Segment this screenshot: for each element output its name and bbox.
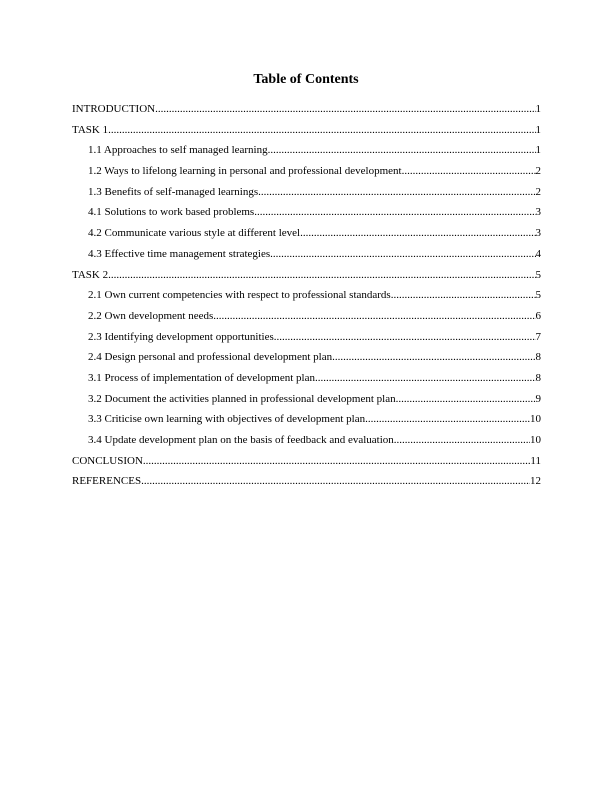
toc-entry-4-3[interactable] [72,247,541,268]
toc-dot-leader [274,330,536,344]
toc-entry-page: 8 [535,371,541,384]
toc-entry-page: 2 [535,185,541,198]
toc-entry-label: 3.2 Document the activities planned in professional development plan [88,392,396,405]
toc-entry-page: 6 [535,309,541,322]
toc-entry-page: 12 [530,475,541,488]
toc-entry-3-1[interactable] [72,371,541,392]
toc-entry-label: REFERENCES [72,475,142,488]
toc-dot-leader [332,350,535,364]
toc-entry-4-2[interactable] [72,226,541,247]
toc-entry-task-2[interactable] [72,268,541,289]
toc-dot-leader [300,226,535,240]
toc-entry-1-2[interactable] [72,164,541,185]
toc-entry-label: 4.3 Effective time management strategies [88,247,271,260]
toc-entry-page: 4 [535,247,541,260]
toc-entry-page: 2 [535,165,541,178]
toc-list [72,102,541,495]
toc-dot-leader [213,309,535,323]
toc-dot-leader [108,268,535,282]
toc-entry-references[interactable] [72,474,541,495]
toc-dot-leader [254,205,535,219]
toc-entry-1-3[interactable] [72,185,541,206]
toc-entry-page: 11 [530,454,541,467]
toc-entry-label: 4.2 Communicate various style at different level [88,227,301,240]
toc-dot-leader [268,143,536,157]
toc-entry-page: 10 [530,434,541,446]
toc-entry-page: 7 [535,330,541,343]
toc-entry-label: 3.1 Process of implementation of development plan [88,371,315,384]
toc-entry-page: 3 [535,206,541,219]
toc-dot-leader [396,392,536,406]
toc-entry-label: 2.1 Own current competencies with respect to professional standards [88,289,391,302]
toc-entry-2-2[interactable] [72,309,541,330]
toc-entry-3-3[interactable] [72,412,541,433]
toc-entry-label: 1.3 Benefits of self-managed learnings [88,185,259,198]
toc-dot-leader [141,474,530,488]
toc-entry-3-2[interactable] [72,392,541,413]
toc-entry-2-4[interactable] [72,350,541,371]
toc-dot-leader [143,454,531,468]
toc-dot-leader [108,123,535,137]
toc-entry-conclusion[interactable] [72,454,541,475]
toc-entry-page: 10 [530,413,541,426]
toc-entry-label: 2.3 Identifying development opportunities [88,330,274,343]
toc-dot-leader [394,433,530,447]
toc-entry-4-1[interactable] [72,205,541,226]
toc-title: Table of Contents [253,72,359,87]
toc-entry-introduction[interactable] [72,102,541,123]
toc-entry-label: 1.1 Approaches to self managed learning [88,144,268,157]
toc-entry-label: INTRODUCTION [72,103,156,115]
toc-entry-3-4[interactable] [72,433,541,454]
toc-dot-leader [258,185,535,199]
toc-entry-page: 1 [535,123,541,136]
toc-entry-page: 9 [535,392,541,405]
toc-entry-label: CONCLUSION [72,454,143,467]
toc-dot-leader [315,371,536,385]
toc-dot-leader [155,102,535,116]
toc-entry-label: 2.4 Design personal and professional development plan [88,351,333,364]
toc-dot-leader [391,288,536,302]
toc-entry-label: 3.3 Criticise own learning with objectives of development plan [88,413,366,426]
toc-dot-leader [365,412,530,426]
toc-entry-label: TASK 1 [72,123,109,136]
toc-entry-2-1[interactable] [72,288,541,309]
toc-entry-label: 4.1 Solutions to work based problems [88,206,255,219]
toc-entry-1-1[interactable] [72,143,541,164]
toc-entry-page: 1 [535,103,541,115]
toc-entry-task-1[interactable] [72,123,541,144]
toc-entry-label: 1.2 Ways to lifelong learning in personal and professional development [88,165,402,178]
toc-entry-label: TASK 2 [72,268,109,281]
toc-dot-leader [402,164,536,178]
toc-dot-leader [270,247,535,261]
toc-entry-page: 5 [535,268,541,281]
toc-entry-page: 5 [535,289,541,302]
toc-entry-page: 8 [535,351,541,364]
toc-entry-2-3[interactable] [72,330,541,351]
toc-entry-page: 3 [535,227,541,240]
toc-entry-label: 2.2 Own development needs [88,309,214,322]
toc-entry-page: 1 [535,144,541,157]
toc-entry-label: 3.4 Update development plan on the basis of feedback and evaluation [88,434,394,446]
